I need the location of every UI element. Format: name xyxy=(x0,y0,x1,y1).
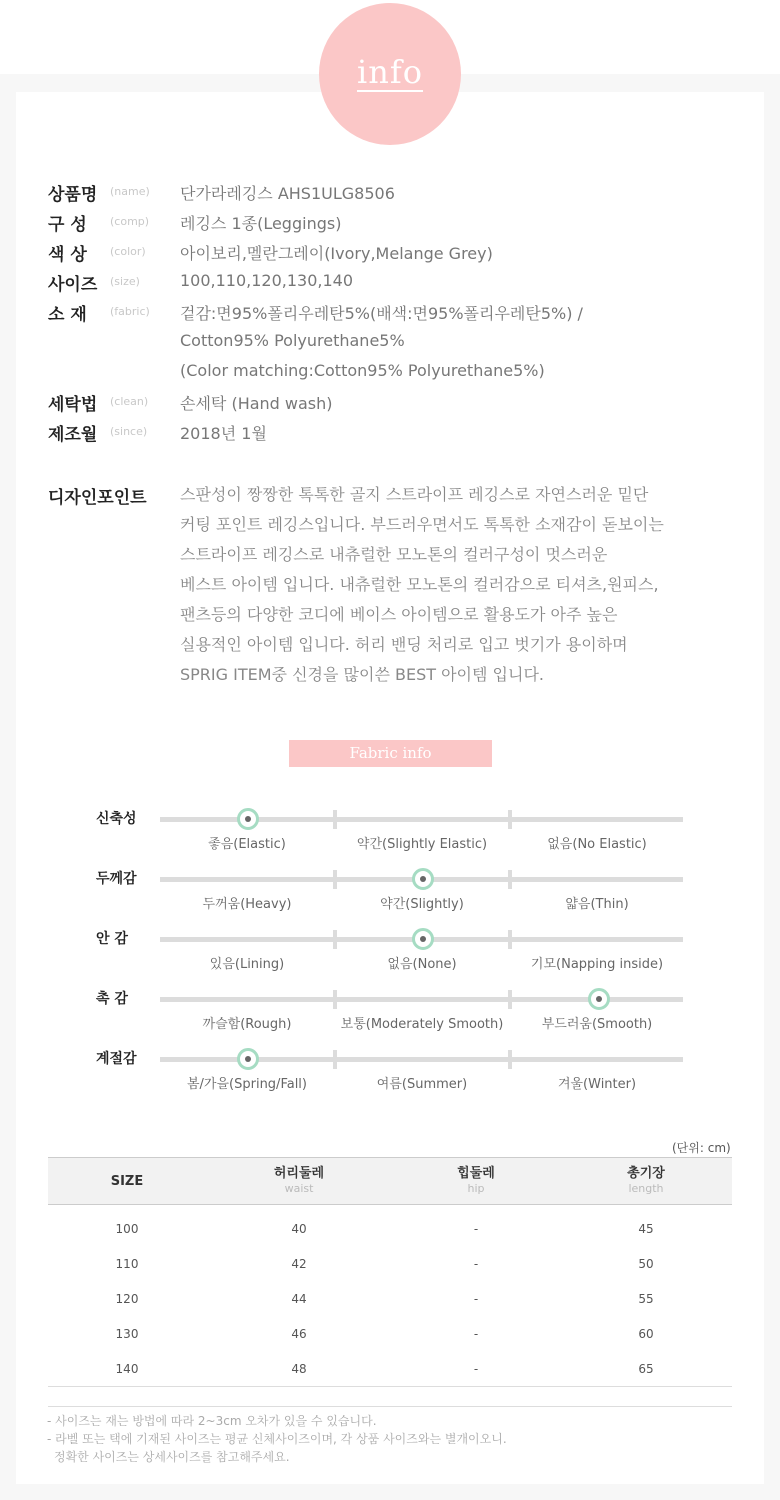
table-row xyxy=(48,1205,732,1247)
size-cell: - xyxy=(473,1256,479,1271)
size-table-header xyxy=(48,1158,732,1205)
info-sub-label: (since) xyxy=(110,425,148,438)
size-cell: 60 xyxy=(638,1326,654,1341)
info-value: Cotton95% Polyurethane5% xyxy=(180,331,405,350)
info-label: 사이즈 xyxy=(48,275,98,295)
fabric-option: 얇음(Thin) xyxy=(565,897,629,912)
fabric-option: 여름(Summer) xyxy=(376,1077,468,1092)
info-value: 2018년 1월 xyxy=(180,424,267,443)
info-sub-label: (size) xyxy=(110,275,140,288)
design-point-line: 실용적인 아이템 입니다. 허리 밴딩 처리로 입고 벗기가 용이하며 xyxy=(180,635,628,654)
size-cell: 130 xyxy=(115,1326,139,1341)
size-note: - 라벨 또는 택에 기재된 사이즈는 평균 신체사이즈이며, 각 상품 사이즈와는 별개이오니. xyxy=(47,1432,507,1446)
fabric-option: 있음(Lining) xyxy=(209,957,285,972)
fabric-scale-tick xyxy=(508,870,512,889)
fabric-selected-marker xyxy=(412,928,434,950)
info-sub-label: (clean) xyxy=(110,395,149,408)
design-point-line: 커팅 포인트 레깅스입니다. 부드러우면서도 톡톡한 소재감이 돋보이는 xyxy=(180,515,664,534)
size-notes xyxy=(47,1412,507,1466)
info-sub-label: (name) xyxy=(110,185,150,198)
info-sub-label: (comp) xyxy=(110,215,150,228)
fabric-scale-tick xyxy=(508,1050,512,1069)
info-sub-label: (fabric) xyxy=(110,305,150,318)
size-table xyxy=(48,1157,732,1387)
size-cell: 46 xyxy=(291,1326,307,1341)
fabric-option: 겨울(Winter) xyxy=(557,1077,637,1092)
design-point-line: 스트라이프 레깅스로 내츄럴한 모노톤의 컬러구성이 멋스러운 xyxy=(180,545,608,564)
fabric-selected-marker xyxy=(237,808,259,830)
notes-divider xyxy=(48,1406,732,1407)
size-cell: 50 xyxy=(638,1256,654,1271)
fabric-option: 없음(None) xyxy=(387,957,457,972)
fabric-info-title: Fabric info xyxy=(289,740,492,767)
size-header-label: 힙둘레 xyxy=(457,1166,495,1181)
info-value: 겉감:면95%폴리우레탄5%(배색:면95%폴리우레탄5%) / xyxy=(180,304,583,323)
fabric-scale-tick xyxy=(508,810,512,829)
table-row xyxy=(48,1281,732,1316)
fabric-row xyxy=(0,988,780,1038)
fabric-scale-tick xyxy=(508,990,512,1009)
design-point-line: 스판성이 짱짱한 톡톡한 골지 스트라이프 레깅스로 자연스러운 밑단 xyxy=(180,485,649,504)
size-note: - 사이즈는 재는 방법에 따라 2~3cm 오차가 있을 수 있습니다. xyxy=(47,1414,377,1428)
info-label: 제조월 xyxy=(48,425,98,445)
size-header-sub: length xyxy=(628,1182,664,1195)
fabric-scale-tick xyxy=(508,930,512,949)
size-cell: 100 xyxy=(115,1221,139,1236)
size-cell: 45 xyxy=(638,1221,654,1236)
size-cell: 110 xyxy=(115,1256,139,1271)
fabric-row xyxy=(0,1048,780,1098)
fabric-scale-tick xyxy=(333,810,337,829)
size-header-label: 허리둘레 xyxy=(273,1166,325,1181)
fabric-row xyxy=(0,928,780,978)
fabric-row xyxy=(0,868,780,918)
size-cell: 140 xyxy=(48,1351,206,1387)
fabric-row-name: 두께감 xyxy=(96,871,137,887)
fabric-option: 보통(Moderately Smooth) xyxy=(340,1017,504,1032)
design-point-text xyxy=(180,480,750,690)
info-value: 레깅스 1종(Leggings) xyxy=(180,214,342,233)
info-value: 아이보리,멜란그레이(Ivory,Melange Grey) xyxy=(180,244,493,263)
size-column-header xyxy=(206,1158,392,1205)
info-value: 단가라레깅스 AHS1ULG8506 xyxy=(180,184,395,203)
size-cell: 44 xyxy=(291,1291,307,1306)
fabric-selected-marker xyxy=(237,1048,259,1070)
size-column-header xyxy=(560,1158,732,1205)
fabric-scale-tick xyxy=(333,990,337,1009)
size-column-header xyxy=(392,1158,560,1205)
size-header-label: 총기장 xyxy=(627,1166,665,1181)
size-cell: - xyxy=(473,1291,479,1306)
info-label: 상품명 xyxy=(48,185,98,205)
fabric-option: 까슬함(Rough) xyxy=(202,1017,292,1032)
fabric-selected-marker xyxy=(588,988,610,1010)
fabric-row xyxy=(0,808,780,858)
info-label: 색 상 xyxy=(48,245,87,265)
fabric-selected-marker xyxy=(412,868,434,890)
info-label: 소 재 xyxy=(48,305,87,325)
size-cell: 40 xyxy=(291,1221,307,1236)
size-cell: 55 xyxy=(638,1291,654,1306)
fabric-option: 없음(No Elastic) xyxy=(547,837,647,852)
size-header-label: SIZE xyxy=(110,1173,144,1189)
fabric-option: 두꺼움(Heavy) xyxy=(202,897,292,912)
info-badge xyxy=(319,3,461,145)
size-cell: - xyxy=(392,1351,560,1387)
design-point-line: 베스트 아이템 입니다. 내츄럴한 모노톤의 컬러감으로 티셔츠,원피스, xyxy=(180,575,659,594)
table-row xyxy=(48,1316,732,1351)
fabric-row-name: 안 감 xyxy=(96,931,128,947)
info-value: 손세탁 (Hand wash) xyxy=(180,394,333,413)
size-cell: 65 xyxy=(560,1351,732,1387)
info-label: 구 성 xyxy=(48,215,87,235)
size-cell: 42 xyxy=(291,1256,307,1271)
size-cell: - xyxy=(473,1221,479,1236)
info-sub-label: (color) xyxy=(110,245,146,258)
info-badge-label: info xyxy=(357,53,423,91)
fabric-row-name: 신축성 xyxy=(96,811,137,827)
size-cell: 120 xyxy=(115,1291,139,1306)
size-header-sub: waist xyxy=(284,1182,314,1195)
fabric-scale-tick xyxy=(333,1050,337,1069)
size-table-body xyxy=(48,1205,732,1387)
size-column-header xyxy=(48,1158,206,1205)
size-note: 정확한 사이즈는 상세사이즈를 참고해주세요. xyxy=(54,1450,290,1464)
fabric-row-name: 촉 감 xyxy=(96,991,128,1007)
fabric-option: 부드러움(Smooth) xyxy=(541,1017,653,1032)
info-value: 100,110,120,130,140 xyxy=(180,271,354,290)
fabric-row-name: 계절감 xyxy=(96,1051,137,1067)
fabric-scale-tick xyxy=(333,930,337,949)
fabric-option: 봄/가을(Spring/Fall) xyxy=(186,1077,307,1092)
size-cell: - xyxy=(473,1326,479,1341)
info-value: (Color matching:Cotton95% Polyurethane5%) xyxy=(180,361,545,380)
fabric-option: 약간(Slightly Elastic) xyxy=(356,837,488,852)
table-row xyxy=(48,1351,732,1387)
fabric-option: 기모(Napping inside) xyxy=(530,957,664,972)
fabric-option: 약간(Slightly) xyxy=(380,897,464,912)
design-point-line: SPRIG ITEM중 신경을 많이쓴 BEST 아이템 입니다. xyxy=(180,665,544,684)
fabric-option: 좋음(Elastic) xyxy=(208,837,286,852)
fabric-scale-tick xyxy=(333,870,337,889)
size-cell: 48 xyxy=(206,1351,392,1387)
design-point-label: 디자인포인트 xyxy=(48,488,147,508)
table-row xyxy=(48,1246,732,1281)
size-header-sub: hip xyxy=(467,1182,485,1195)
info-label: 세탁법 xyxy=(48,395,98,415)
unit-note: (단위: cm) xyxy=(672,1141,731,1155)
design-point-line: 팬츠등의 다양한 코디에 베이스 아이템으로 활용도가 아주 높은 xyxy=(180,605,618,624)
